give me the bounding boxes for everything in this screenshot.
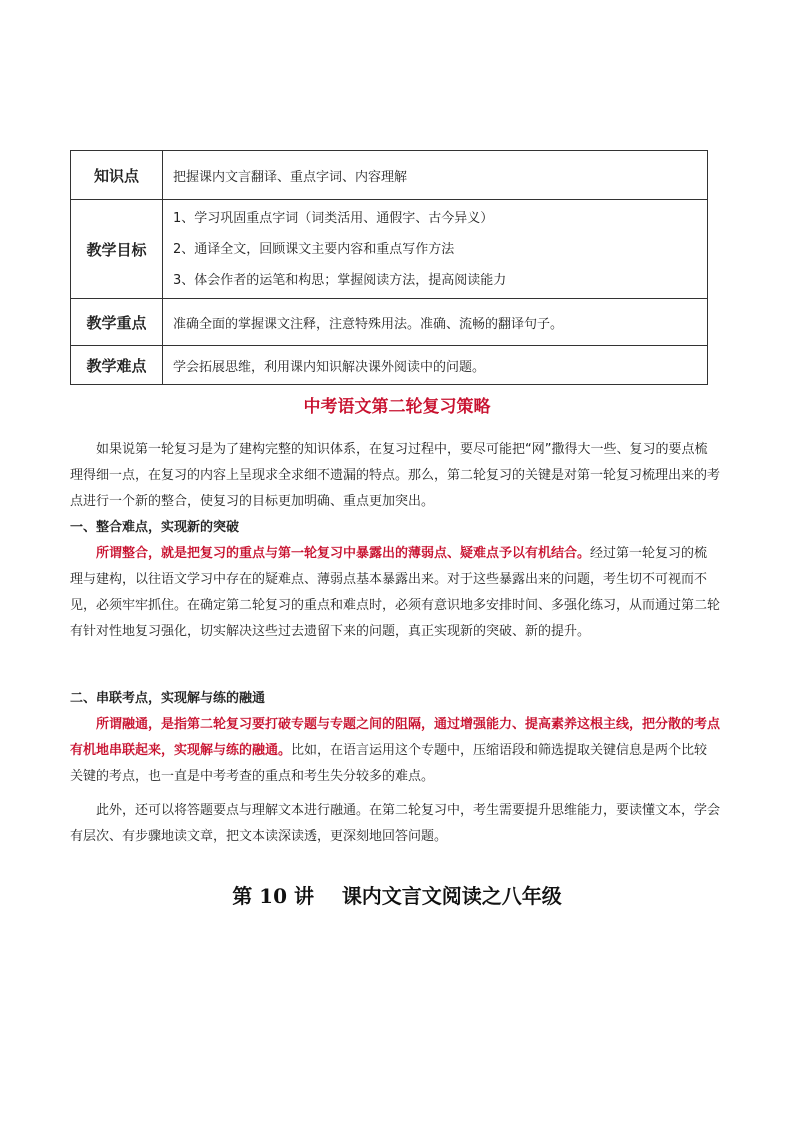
intro-paragraph: 如果说第一轮复习是为了建构完整的知识体系，在复习过程中，要尽可能把“网”撒得大一些、复习的要点梳理得细一点，在复习的内容上呈现求全求细不遗漏的特点。那么，第二轮复习的关键是对第一轮复习梳理出来的考点进行一个新的整合，使复习的目标更加明确、重点更加突出。 (70, 442, 721, 509)
table-row (71, 200, 708, 299)
extra-paragraph: 此外，还可以将答题要点与理解文本进行融通。在第二轮复习中，考生需要提升思维能力，要读懂文本，学会有层次、有步骤地读文章，把文本读深读透，更深刻地回答问题。 (70, 803, 721, 844)
goal-line: 1、学习巩固重点字词（词类活用、通假字、古今异义） (173, 210, 494, 226)
row-label: 知识点 (71, 151, 163, 200)
paragraph-text: 经过第一轮复习的梳理与建构，以往语文学习中存在的疑难点、薄弱点基本暴露出来。对于这些暴露出来的问题，考生切不可视而不见，必须牢牢抓住。在确定第二轮复习的重点和难点时，必须有意识地多安排时间、多强化练习，从而通过第二轮有针对性地复习强化，切实解决这些过去遗留下来的问题，真正实现新的突破、新的提升。 (70, 546, 721, 639)
paragraph-text: 比如，在语言运用这个专题中，压缩语段和筛选提取关键信息是两个比较关键的考点，也一直是中考考查的重点和考生失分较多的难点。 (70, 743, 708, 784)
highlight-text: 所谓融通，是指第二轮复习要打破专题与专题之间的阻隔，通过增强能力、提高素养这根主线，把分散的考点有机地串联起来，实现解与练的融通。 (70, 717, 721, 758)
lecture-number: 第 10 讲 (232, 884, 314, 908)
row-content: 把握课内文言翻译、重点字词、内容理解 (163, 151, 708, 200)
row-label: 教学难点 (71, 346, 163, 385)
table-row (71, 151, 708, 200)
lecture-title: 课内文言文阅读之八年级 (341, 884, 562, 908)
row-label: 教学目标 (71, 200, 163, 299)
lesson-info-table (70, 150, 708, 385)
row-content: 学会拓展思维，利用课内知识解决课外阅读中的问题。 (163, 346, 708, 385)
article-title: 中考语文第二轮复习策略 (303, 397, 491, 417)
goal-line: 2、通译全文，回顾课文主要内容和重点写作方法 (173, 241, 455, 257)
section-heading: 二、串联考点，实现解与练的融通 (70, 691, 266, 706)
goal-line: 3、体会作者的运笔和构思；掌握阅读方法，提高阅读能力 (173, 272, 507, 288)
row-content: 准确全面的掌握课文注释，注意特殊用法。准确、流畅的翻译句子。 (163, 299, 708, 346)
section-paragraph (70, 541, 720, 645)
row-label: 教学重点 (71, 299, 163, 346)
table-row (71, 346, 708, 385)
highlight-text: 所谓整合，就是把复习的重点与第一轮复习中暴露出的薄弱点、疑难点予以有机结合。 (96, 546, 591, 561)
section-heading: 一、整合难点，实现新的突破 (70, 520, 240, 535)
lecture-heading (0, 880, 794, 909)
table-row (71, 299, 708, 346)
section-paragraph (70, 712, 720, 790)
row-content (163, 200, 708, 299)
